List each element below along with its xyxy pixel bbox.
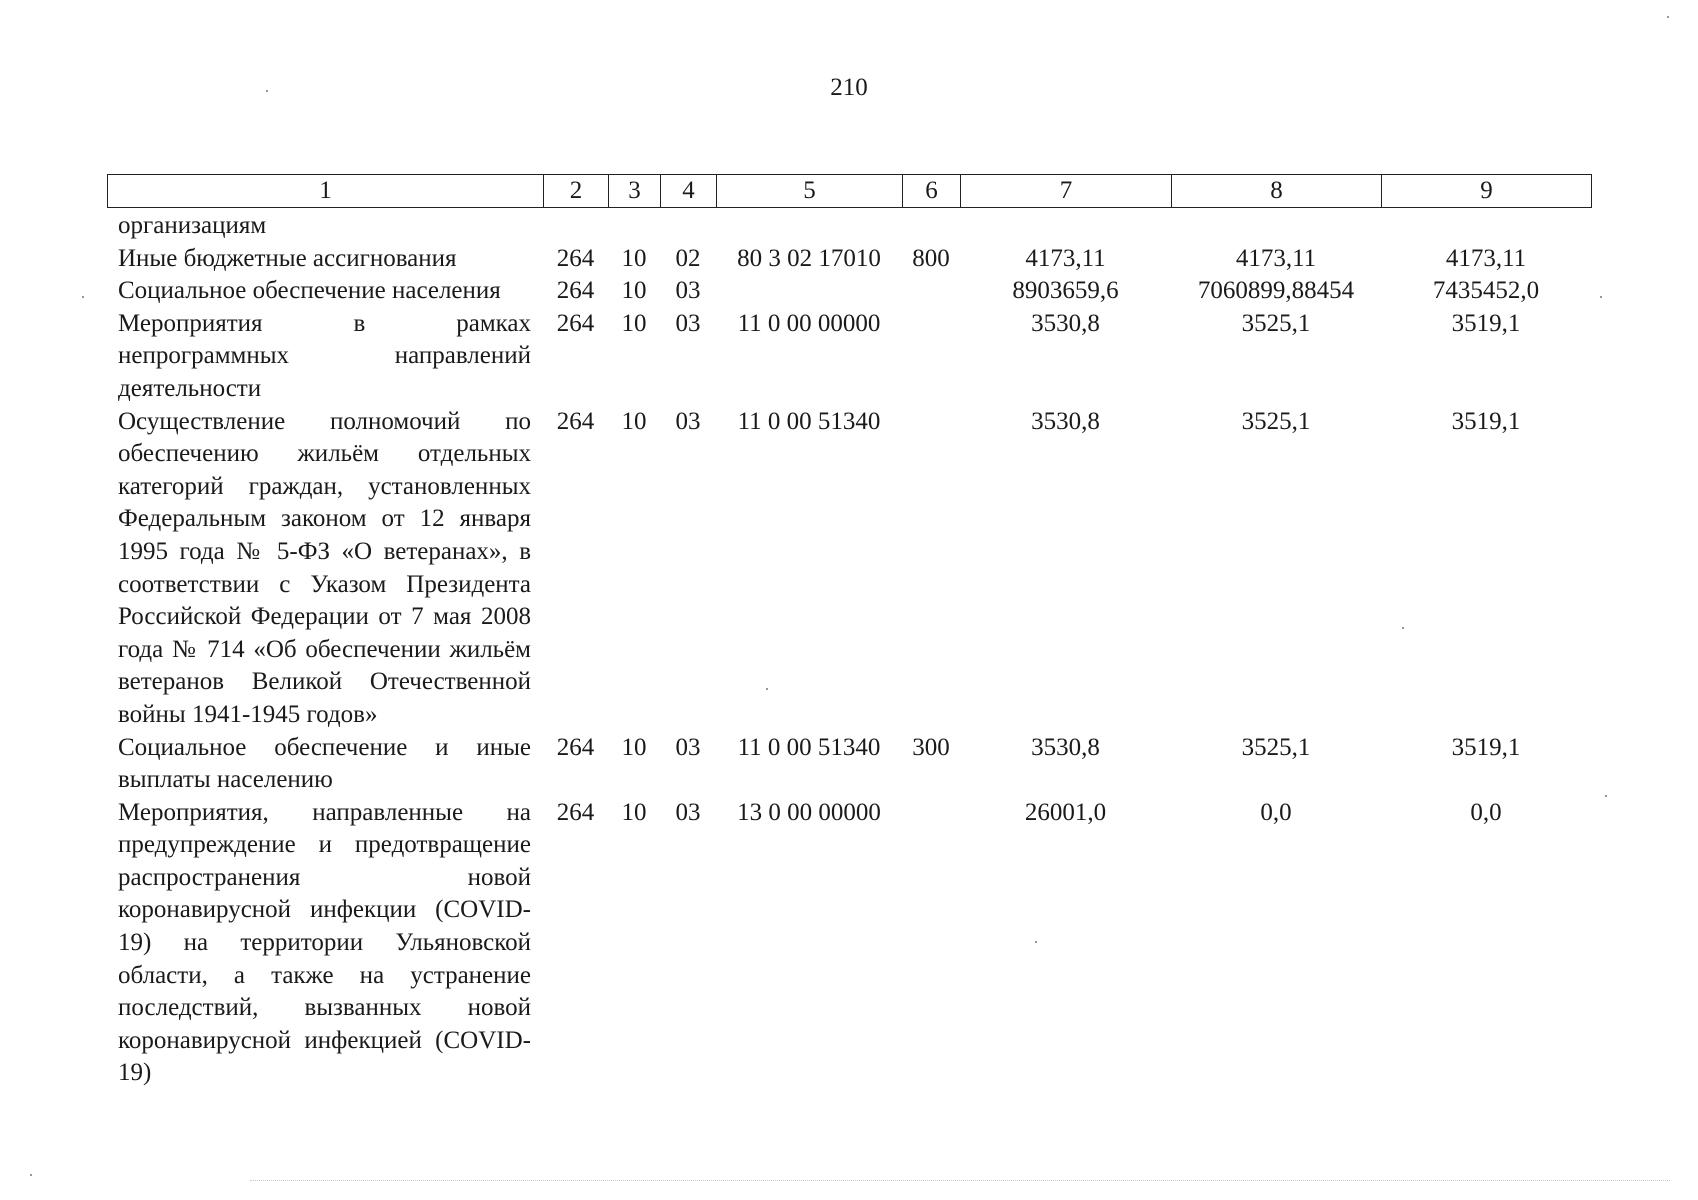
scan-speck [1402, 627, 1404, 629]
row-col-4: 03 [675, 798, 701, 826]
scan-speck [1605, 795, 1607, 797]
row-name: Иные бюджетные ассигнования [118, 244, 457, 272]
budget-table [107, 210, 1591, 1090]
scan-speck [266, 90, 268, 92]
row-col-8: 3525,1 [1241, 309, 1311, 337]
row-col-7: 3530,8 [1031, 309, 1100, 337]
row-col-7 [960, 210, 1171, 243]
table-row [107, 308, 1591, 406]
row-col-4: 03 [675, 407, 701, 435]
row-col-2: 264 [556, 407, 595, 435]
table-row [107, 243, 1591, 276]
row-col-8: 3525,1 [1241, 407, 1311, 435]
row-col-4: 03 [675, 733, 701, 761]
row-col-7: 8903659,6 [1012, 277, 1119, 305]
row-name: организациям [118, 212, 267, 239]
row-col-3: 10 [621, 798, 647, 826]
row-col-5: 13 0 00 00000 [737, 798, 881, 826]
scan-speck [1667, 16, 1669, 18]
row-col-5: 11 0 00 00000 [737, 309, 881, 337]
row-col-8: 3525,1 [1241, 733, 1311, 761]
row-name: Социальное обеспечение населения [118, 277, 501, 305]
row-col-4: 03 [675, 277, 701, 305]
table-row [107, 275, 1591, 308]
row-col-3 [608, 210, 660, 243]
row-col-8: 0,0 [1260, 798, 1292, 826]
row-col-4: 02 [675, 244, 701, 272]
scan-speck [1035, 941, 1037, 943]
row-col-9: 0,0 [1470, 798, 1502, 826]
row-col-6 [902, 406, 960, 732]
row-name: Мероприятия в рамках непрограммных направлений деятельности [118, 309, 531, 402]
row-col-3: 10 [621, 277, 647, 305]
row-col-9: 3519,1 [1451, 407, 1521, 435]
header-col-2: 2 [544, 175, 609, 208]
row-col-3: 10 [621, 244, 647, 272]
scan-dotted-line [250, 1180, 1670, 1182]
row-col-6 [902, 308, 960, 406]
row-col-6 [902, 275, 960, 308]
scan-speck [82, 296, 84, 298]
header-col-4: 4 [661, 175, 717, 208]
row-col-9 [1381, 210, 1591, 243]
row-col-8: 4173,11 [1235, 244, 1317, 272]
row-col-6 [902, 797, 960, 1090]
table-row [107, 210, 1591, 243]
row-col-6: 800 [912, 244, 950, 272]
row-col-3: 10 [621, 733, 647, 761]
table-row [107, 406, 1591, 732]
row-col-7: 26001,0 [1024, 798, 1107, 826]
row-col-6 [902, 210, 960, 243]
row-col-7: 3530,8 [1031, 407, 1100, 435]
row-col-2 [543, 210, 608, 243]
header-col-6: 6 [903, 175, 961, 208]
row-col-2: 264 [556, 798, 595, 826]
scan-speck [766, 688, 768, 690]
row-col-8 [1171, 210, 1381, 243]
header-col-7: 7 [961, 175, 1172, 208]
header-col-9: 9 [1382, 175, 1592, 208]
column-header-row [107, 174, 1592, 208]
row-col-2: 264 [556, 277, 595, 305]
row-col-5: 11 0 00 51340 [737, 733, 881, 761]
table-row [107, 732, 1591, 797]
scan-speck [1600, 296, 1602, 298]
page-number: 210 [830, 74, 868, 101]
row-col-4 [660, 210, 716, 243]
row-name: Осуществление полномочий по обеспечению жильём отдельных категорий граждан, установленных Федеральным законом от 12 января 1995 года № 5-ФЗ «О ветеранах», в соответствии с Указом Президента Российской Федерации от 7 мая 2008 года № 714 «Об обеспечении жильём ветеранов Великой Отечественной войны 1941-1945 годов» [118, 407, 531, 728]
row-col-8: 7060899,88454 [1197, 277, 1355, 305]
header-col-3: 3 [609, 175, 661, 208]
row-name: Мероприятия, направленные на предупреждение и предотвращение распространения новой коронавирусной инфекции (COVID-19) на территории Ульяновской области, а также на устранение последствий, вызванных новой коронавирусной инфекцией (COVID-19) [118, 798, 531, 1087]
row-col-5: 80 3 02 17010 [737, 244, 881, 272]
row-col-5: 11 0 00 51340 [737, 407, 881, 435]
row-col-9: 3519,1 [1451, 733, 1521, 761]
header-col-5: 5 [717, 175, 903, 208]
row-col-2: 264 [556, 309, 595, 337]
row-col-4: 03 [675, 309, 701, 337]
scan-speck [30, 1174, 32, 1176]
row-col-9: 3519,1 [1451, 309, 1521, 337]
row-col-5 [716, 210, 902, 243]
row-col-7: 4173,11 [1025, 244, 1106, 272]
row-col-5 [716, 275, 902, 308]
row-col-6: 300 [912, 733, 950, 761]
row-col-2: 264 [556, 244, 595, 272]
header-col-8: 8 [1172, 175, 1382, 208]
row-col-3: 10 [621, 407, 647, 435]
row-col-9: 4173,11 [1445, 244, 1527, 272]
header-col-1: 1 [108, 175, 544, 208]
row-col-9: 7435452,0 [1432, 277, 1540, 305]
row-col-7: 3530,8 [1031, 733, 1100, 761]
table-row [107, 797, 1591, 1090]
row-name: Социальное обеспечение и иные выплаты населению [118, 733, 531, 794]
row-col-2: 264 [556, 733, 595, 761]
row-col-3: 10 [621, 309, 647, 337]
